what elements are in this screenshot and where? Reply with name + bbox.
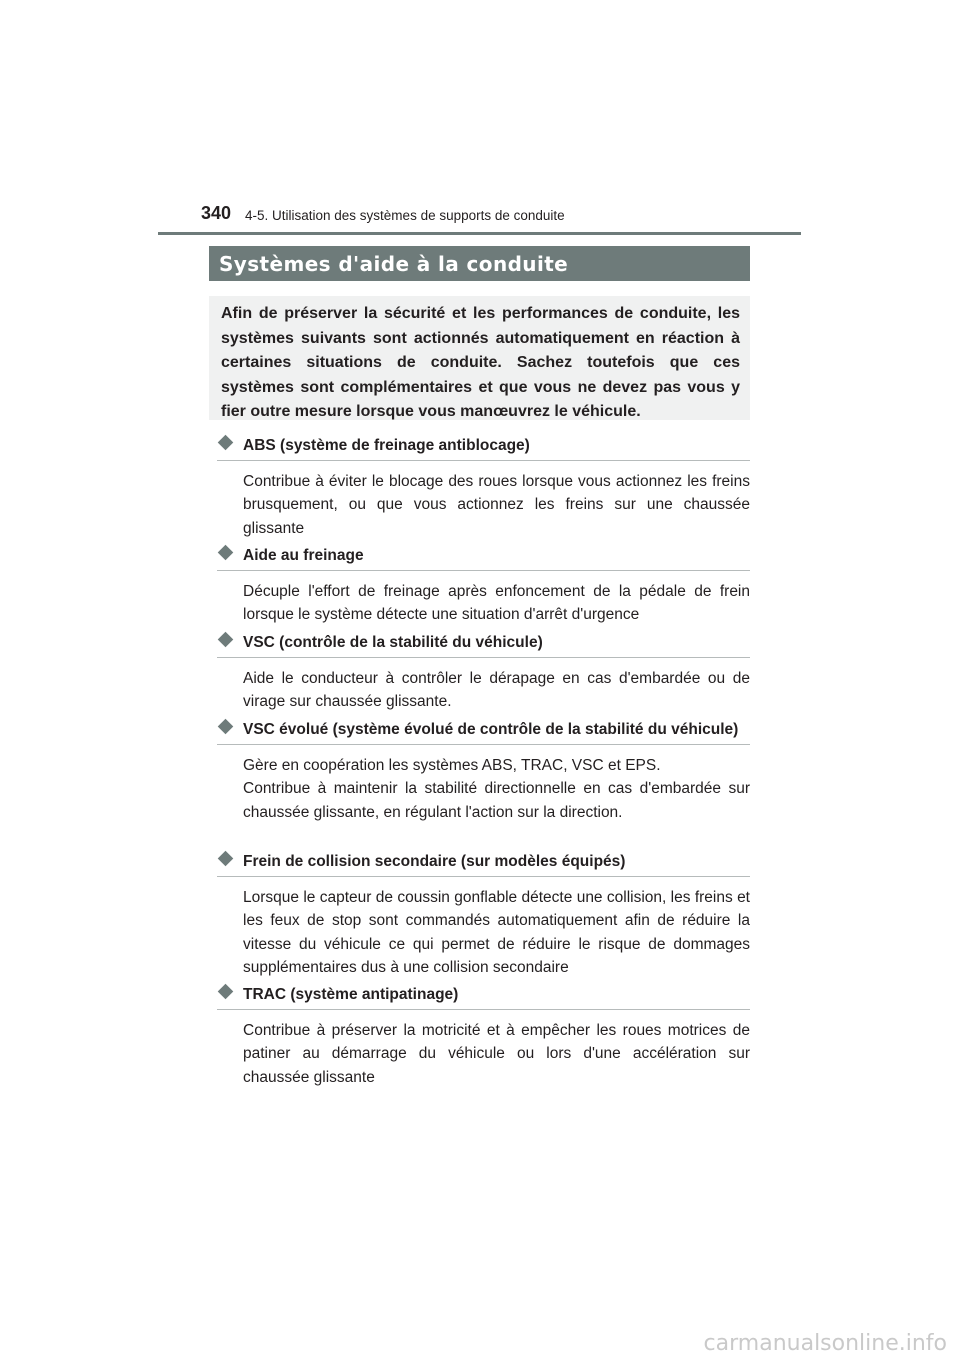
section-body	[243, 667, 750, 714]
section-heading	[217, 631, 750, 658]
chapter-heading: 4-5. Utilisation des systèmes de supports de conduite	[245, 208, 565, 223]
section-body	[243, 886, 750, 980]
section-paragraph: Lorsque le capteur de coussin gonflable détecte une collision, les freins et les feux de stop sont commandés automatiquement afin de réduire la vitesse du véhicule ce qui permet de réduire le risque de dommages supplémentaires dus à une collision secondaire	[243, 889, 750, 977]
intro-text: Afin de préserver la sécurité et les performances de conduite, les systèmes suivants sont actionnés automatiquement en réaction à certaines situations de conduite. Sachez toutefois que ces systèmes sont complémentaires et que vous ne devez pas vous y fier outre mesure lorsque vous manœuvrez le véhicule.	[221, 305, 740, 421]
section-vsc-evolue	[217, 718, 750, 824]
section-paragraph: Contribue à maintenir la stabilité directionnelle en cas d'embardée sur chaussée glissante, en régulant l'action sur la direction.	[243, 780, 750, 821]
section-title: TRAC (système antipatinage)	[243, 986, 459, 1003]
section-title: VSC (contrôle de la stabilité du véhicule)	[243, 634, 543, 651]
section-title: Frein de collision secondaire (sur modèles équipés)	[243, 853, 626, 870]
section-abs	[217, 434, 750, 540]
section-heading	[217, 544, 750, 571]
section-paragraph: Contribue à éviter le blocage des roues lorsque vous actionnez les freins brusquement, ou que vous actionnez les freins sur une chaussée glissante	[243, 473, 750, 537]
header-divider	[158, 232, 801, 235]
section-heading	[217, 718, 750, 745]
section-heading	[217, 850, 750, 877]
section-body	[243, 754, 750, 824]
section-body	[243, 470, 750, 540]
page-title: Systèmes d'aide à la conduite	[219, 251, 569, 276]
diamond-bullet-icon	[218, 632, 234, 648]
section-title: VSC évolué (système évolué de contrôle de la stabilité du véhicule)	[243, 721, 739, 738]
intro-box	[209, 296, 750, 420]
diamond-bullet-icon	[218, 435, 234, 451]
diamond-bullet-icon	[218, 719, 234, 735]
section-paragraph: Contribue à préserver la motricité et à empêcher les roues motrices de patiner au démarrage du véhicule ou lors d'une accélération sur chaussée glissante	[243, 1022, 750, 1086]
diamond-bullet-icon	[218, 851, 234, 867]
section-title: Aide au freinage	[243, 547, 364, 564]
diamond-bullet-icon	[218, 545, 234, 561]
page-title-bar	[209, 246, 750, 281]
section-title: ABS (système de freinage antiblocage)	[243, 437, 530, 454]
section-vsc	[217, 631, 750, 714]
section-heading	[217, 983, 750, 1010]
site-watermark: carmanualsonline.info	[703, 1331, 947, 1356]
section-body	[243, 580, 750, 627]
section-paragraph: Aide le conducteur à contrôler le dérapage en cas d'embardée ou de virage sur chaussée glissante.	[243, 670, 750, 711]
diamond-bullet-icon	[218, 984, 234, 1000]
section-paragraph: Gère en coopération les systèmes ABS, TRAC, VSC et EPS.	[243, 757, 661, 774]
page-number: 340	[201, 203, 232, 223]
section-brake-assist	[217, 544, 750, 627]
section-body	[243, 1019, 750, 1089]
section-heading	[217, 434, 750, 461]
section-paragraph: Décuple l'effort de freinage après enfoncement de la pédale de frein lorsque le système détecte une situation d'arrêt d'urgence	[243, 583, 750, 624]
section-frein-collision	[217, 850, 750, 980]
section-trac	[217, 983, 750, 1089]
